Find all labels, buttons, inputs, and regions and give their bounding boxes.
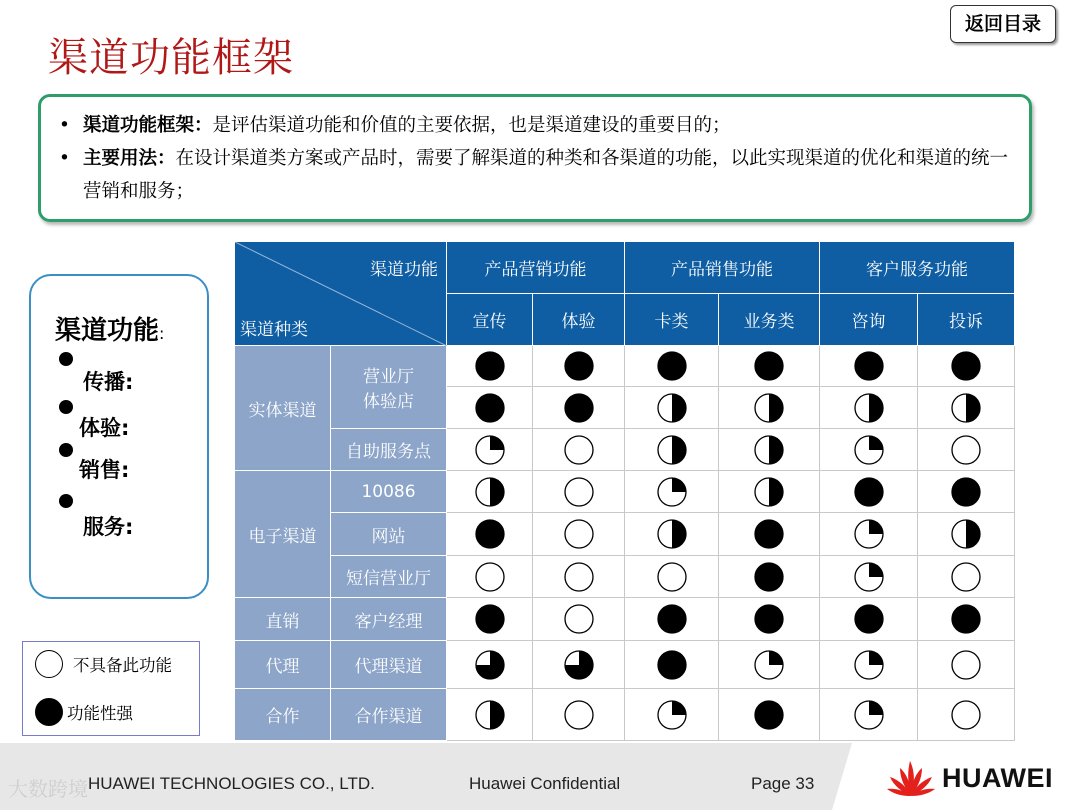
level-ball-icon bbox=[474, 649, 506, 681]
level-cell bbox=[447, 471, 533, 513]
level-ball-outline bbox=[755, 563, 783, 591]
level-ball-icon bbox=[656, 350, 688, 382]
footer-page-number: Page 33 bbox=[751, 774, 815, 793]
level-ball-icon bbox=[853, 561, 885, 593]
level-ball-outline bbox=[755, 352, 783, 380]
level-ball-fill bbox=[490, 478, 504, 506]
level-ball-icon bbox=[563, 561, 595, 593]
huawei-flower-icon bbox=[886, 759, 936, 797]
category-header: 合作 bbox=[235, 689, 331, 741]
level-cell bbox=[533, 598, 625, 641]
level-ball-outline bbox=[755, 520, 783, 548]
level-cell bbox=[719, 598, 820, 641]
level-ball-icon bbox=[656, 434, 688, 466]
intro-term: 主要用法： bbox=[83, 148, 176, 169]
level-cell bbox=[918, 471, 1015, 513]
level-ball-outline bbox=[658, 651, 686, 679]
level-ball-outline bbox=[755, 701, 783, 729]
level-ball-outline bbox=[565, 701, 593, 729]
level-ball-icon bbox=[656, 561, 688, 593]
level-ball-icon bbox=[950, 476, 982, 508]
level-ball-fill bbox=[869, 436, 883, 450]
level-ball-fill bbox=[966, 520, 980, 548]
level-cell bbox=[533, 471, 625, 513]
level-ball-fill bbox=[672, 478, 686, 492]
level-ball-fill bbox=[869, 520, 883, 534]
level-ball-icon bbox=[950, 603, 982, 635]
level-cell bbox=[918, 689, 1015, 741]
level-ball-outline bbox=[755, 605, 783, 633]
level-ball-fill bbox=[769, 651, 783, 665]
level-ball-icon bbox=[853, 518, 885, 550]
level-ball-icon bbox=[474, 476, 506, 508]
table-corner-header bbox=[235, 242, 447, 346]
column-header: 咨询 bbox=[820, 294, 918, 346]
level-ball-icon bbox=[656, 699, 688, 731]
category-header: 实体渠道 bbox=[235, 346, 331, 471]
level-cell bbox=[447, 556, 533, 598]
level-ball-fill bbox=[869, 394, 883, 422]
level-ball-icon bbox=[474, 434, 506, 466]
level-ball-icon bbox=[753, 392, 785, 424]
level-ball-icon bbox=[753, 699, 785, 731]
level-ball-icon bbox=[853, 350, 885, 382]
level-ball-icon bbox=[474, 392, 506, 424]
level-cell bbox=[625, 387, 719, 429]
column-header: 卡类 bbox=[625, 294, 719, 346]
level-ball-icon bbox=[753, 476, 785, 508]
level-ball-outline bbox=[952, 605, 980, 633]
level-ball-outline bbox=[476, 394, 504, 422]
level-cell bbox=[918, 513, 1015, 556]
level-ball-icon bbox=[753, 518, 785, 550]
level-ball-icon bbox=[853, 699, 885, 731]
row-header: 营业厅 bbox=[363, 367, 414, 387]
row-header: 网站 bbox=[331, 513, 447, 556]
level-cell bbox=[533, 641, 625, 689]
intro-text: 是评估渠道功能和价值的主要依据，也是渠道建设的重要目的； bbox=[212, 115, 731, 136]
level-ball-icon bbox=[474, 603, 506, 635]
bullet-dot-icon bbox=[59, 400, 73, 414]
level-ball-icon bbox=[656, 476, 688, 508]
level-ball-outline bbox=[565, 563, 593, 591]
level-ball-icon bbox=[563, 518, 595, 550]
level-cell bbox=[820, 471, 918, 513]
level-ball-icon bbox=[656, 392, 688, 424]
level-ball-fill bbox=[672, 436, 686, 464]
level-ball-outline bbox=[476, 563, 504, 591]
level-cell bbox=[533, 513, 625, 556]
row-header: 自助服务点 bbox=[331, 429, 447, 471]
level-cell bbox=[820, 689, 918, 741]
level-ball-fill bbox=[769, 478, 783, 506]
intro-bullet bbox=[59, 142, 1009, 208]
level-ball-outline bbox=[952, 651, 980, 679]
level-cell bbox=[820, 387, 918, 429]
corner-bottom-label: 渠道种类 bbox=[240, 320, 308, 340]
level-ball-outline bbox=[952, 436, 980, 464]
level-ball-outline bbox=[952, 352, 980, 380]
row-header: 客户经理 bbox=[331, 598, 447, 641]
level-ball-fill bbox=[490, 436, 504, 450]
row-header: 短信营业厅 bbox=[331, 556, 447, 598]
channel-function-table bbox=[234, 241, 1015, 741]
group-header: 客户服务功能 bbox=[820, 242, 1015, 294]
bullet-dot-icon bbox=[59, 443, 73, 457]
column-header: 体验 bbox=[533, 294, 625, 346]
level-ball-icon bbox=[753, 350, 785, 382]
function-item-spread: 传播: bbox=[83, 370, 134, 394]
intro-bullet bbox=[59, 109, 1009, 142]
level-ball-outline bbox=[565, 520, 593, 548]
column-header: 业务类 bbox=[719, 294, 820, 346]
level-cell bbox=[447, 598, 533, 641]
bullet-dot-icon bbox=[59, 494, 73, 508]
level-cell bbox=[918, 641, 1015, 689]
level-ball-outline bbox=[476, 352, 504, 380]
column-header: 宣传 bbox=[447, 294, 533, 346]
level-ball-icon bbox=[853, 392, 885, 424]
intro-text: 在设计渠道类方案或产品时，需要了解渠道的种类和各渠道的功能，以此实现渠道的优化和渠道的统一营销和服务； bbox=[83, 148, 1009, 202]
level-ball-icon bbox=[474, 561, 506, 593]
legend bbox=[22, 641, 200, 736]
category-header: 代理 bbox=[235, 641, 331, 689]
level-ball-icon bbox=[753, 649, 785, 681]
level-ball-fill bbox=[869, 563, 883, 577]
level-cell bbox=[625, 598, 719, 641]
level-cell bbox=[533, 689, 625, 741]
level-cell bbox=[918, 387, 1015, 429]
bullet-dot-icon bbox=[59, 352, 73, 366]
level-cell bbox=[447, 641, 533, 689]
level-ball-fill bbox=[490, 701, 504, 729]
level-cell bbox=[447, 689, 533, 741]
intro-term: 渠道功能框架： bbox=[83, 115, 213, 136]
level-ball-outline bbox=[952, 563, 980, 591]
level-ball-outline bbox=[476, 605, 504, 633]
level-ball-fill bbox=[769, 436, 783, 464]
slide-title: 渠道功能框架 bbox=[48, 35, 294, 81]
level-cell bbox=[719, 689, 820, 741]
level-ball-outline bbox=[952, 701, 980, 729]
group-header: 产品营销功能 bbox=[447, 242, 625, 294]
level-ball-icon bbox=[563, 699, 595, 731]
category-header: 直销 bbox=[235, 598, 331, 641]
level-ball-icon bbox=[853, 434, 885, 466]
level-cell bbox=[820, 641, 918, 689]
level-ball-outline bbox=[565, 605, 593, 633]
level-ball-icon bbox=[950, 434, 982, 466]
level-ball-outline bbox=[855, 352, 883, 380]
level-ball-fill bbox=[869, 701, 883, 715]
level-ball-outline bbox=[565, 352, 593, 380]
row-header-combined bbox=[331, 346, 447, 429]
level-cell bbox=[447, 429, 533, 471]
level-cell bbox=[625, 429, 719, 471]
level-ball-outline bbox=[476, 520, 504, 548]
level-cell bbox=[625, 689, 719, 741]
empty-circle-icon bbox=[35, 650, 63, 678]
level-ball-outline bbox=[855, 605, 883, 633]
intro-box bbox=[38, 94, 1032, 222]
level-cell bbox=[533, 346, 625, 387]
footer-company: HUAWEI TECHNOLOGIES CO., LTD. bbox=[88, 774, 375, 793]
level-ball-outline bbox=[952, 478, 980, 506]
level-ball-fill bbox=[672, 520, 686, 548]
level-ball-icon bbox=[753, 561, 785, 593]
level-cell bbox=[447, 387, 533, 429]
level-cell bbox=[533, 429, 625, 471]
group-header: 产品销售功能 bbox=[625, 242, 820, 294]
level-cell bbox=[719, 471, 820, 513]
level-ball-icon bbox=[950, 518, 982, 550]
level-cell bbox=[719, 429, 820, 471]
level-cell bbox=[625, 346, 719, 387]
level-ball-icon bbox=[563, 649, 595, 681]
level-ball-fill bbox=[966, 394, 980, 422]
level-ball-icon bbox=[950, 699, 982, 731]
level-ball-icon bbox=[853, 649, 885, 681]
level-ball-icon bbox=[474, 518, 506, 550]
legend-item-none: 不具备此功能 bbox=[35, 650, 172, 678]
level-cell bbox=[447, 513, 533, 556]
level-ball-outline bbox=[565, 394, 593, 422]
back-to-contents-button[interactable]: 返回目录 bbox=[950, 5, 1056, 43]
level-cell bbox=[820, 598, 918, 641]
footer-confidential: Huawei Confidential bbox=[469, 774, 621, 793]
level-ball-outline bbox=[855, 478, 883, 506]
level-ball-icon bbox=[753, 434, 785, 466]
level-ball-icon bbox=[853, 476, 885, 508]
level-ball-icon bbox=[950, 350, 982, 382]
row-header: 体验店 bbox=[363, 392, 414, 412]
level-cell bbox=[719, 556, 820, 598]
level-cell bbox=[918, 429, 1015, 471]
level-ball-icon bbox=[474, 699, 506, 731]
level-ball-icon bbox=[656, 518, 688, 550]
level-cell bbox=[719, 346, 820, 387]
function-item-service: 服务: bbox=[83, 515, 134, 539]
level-ball-icon bbox=[563, 350, 595, 382]
row-header: 10086 bbox=[331, 471, 447, 513]
level-ball-icon bbox=[656, 649, 688, 681]
level-cell bbox=[820, 346, 918, 387]
full-circle-icon bbox=[35, 698, 63, 726]
footer bbox=[0, 743, 1080, 810]
level-ball-icon bbox=[950, 649, 982, 681]
watermark: 大数跨境 bbox=[8, 777, 88, 801]
level-cell bbox=[625, 556, 719, 598]
level-cell bbox=[625, 471, 719, 513]
level-cell bbox=[447, 346, 533, 387]
level-ball-fill bbox=[672, 394, 686, 422]
level-ball-icon bbox=[950, 561, 982, 593]
legend-item-strong: 功能性强 bbox=[35, 698, 133, 726]
logo-text: HUAWEI bbox=[942, 762, 1053, 793]
function-item-experience: 体验: bbox=[79, 416, 130, 440]
level-cell bbox=[820, 513, 918, 556]
level-ball-icon bbox=[563, 603, 595, 635]
level-cell bbox=[625, 513, 719, 556]
level-cell bbox=[719, 387, 820, 429]
level-cell bbox=[719, 641, 820, 689]
functions-title: 渠道功能: bbox=[55, 316, 165, 346]
level-ball-outline bbox=[658, 563, 686, 591]
corner-top-label: 渠道功能 bbox=[370, 260, 438, 280]
level-ball-icon bbox=[753, 603, 785, 635]
level-ball-icon bbox=[563, 392, 595, 424]
level-ball-fill bbox=[672, 701, 686, 715]
level-ball-icon bbox=[474, 350, 506, 382]
column-header: 投诉 bbox=[918, 294, 1015, 346]
level-cell bbox=[533, 556, 625, 598]
level-ball-outline bbox=[658, 605, 686, 633]
channel-functions-box bbox=[29, 274, 209, 599]
huawei-logo bbox=[886, 759, 1053, 797]
level-cell bbox=[533, 387, 625, 429]
function-item-sales: 销售: bbox=[79, 458, 130, 482]
level-cell bbox=[918, 598, 1015, 641]
level-cell bbox=[719, 513, 820, 556]
level-cell bbox=[820, 556, 918, 598]
level-cell bbox=[918, 346, 1015, 387]
category-header: 电子渠道 bbox=[235, 471, 331, 598]
level-ball-outline bbox=[565, 436, 593, 464]
level-cell bbox=[625, 641, 719, 689]
level-cell bbox=[918, 556, 1015, 598]
level-cell bbox=[820, 429, 918, 471]
level-ball-icon bbox=[563, 476, 595, 508]
level-ball-fill bbox=[869, 651, 883, 665]
level-ball-icon bbox=[853, 603, 885, 635]
level-ball-icon bbox=[656, 603, 688, 635]
level-ball-icon bbox=[563, 434, 595, 466]
row-header: 代理渠道 bbox=[331, 641, 447, 689]
level-ball-outline bbox=[658, 352, 686, 380]
level-ball-icon bbox=[950, 392, 982, 424]
row-header: 合作渠道 bbox=[331, 689, 447, 741]
level-ball-fill bbox=[769, 394, 783, 422]
level-ball-outline bbox=[565, 478, 593, 506]
